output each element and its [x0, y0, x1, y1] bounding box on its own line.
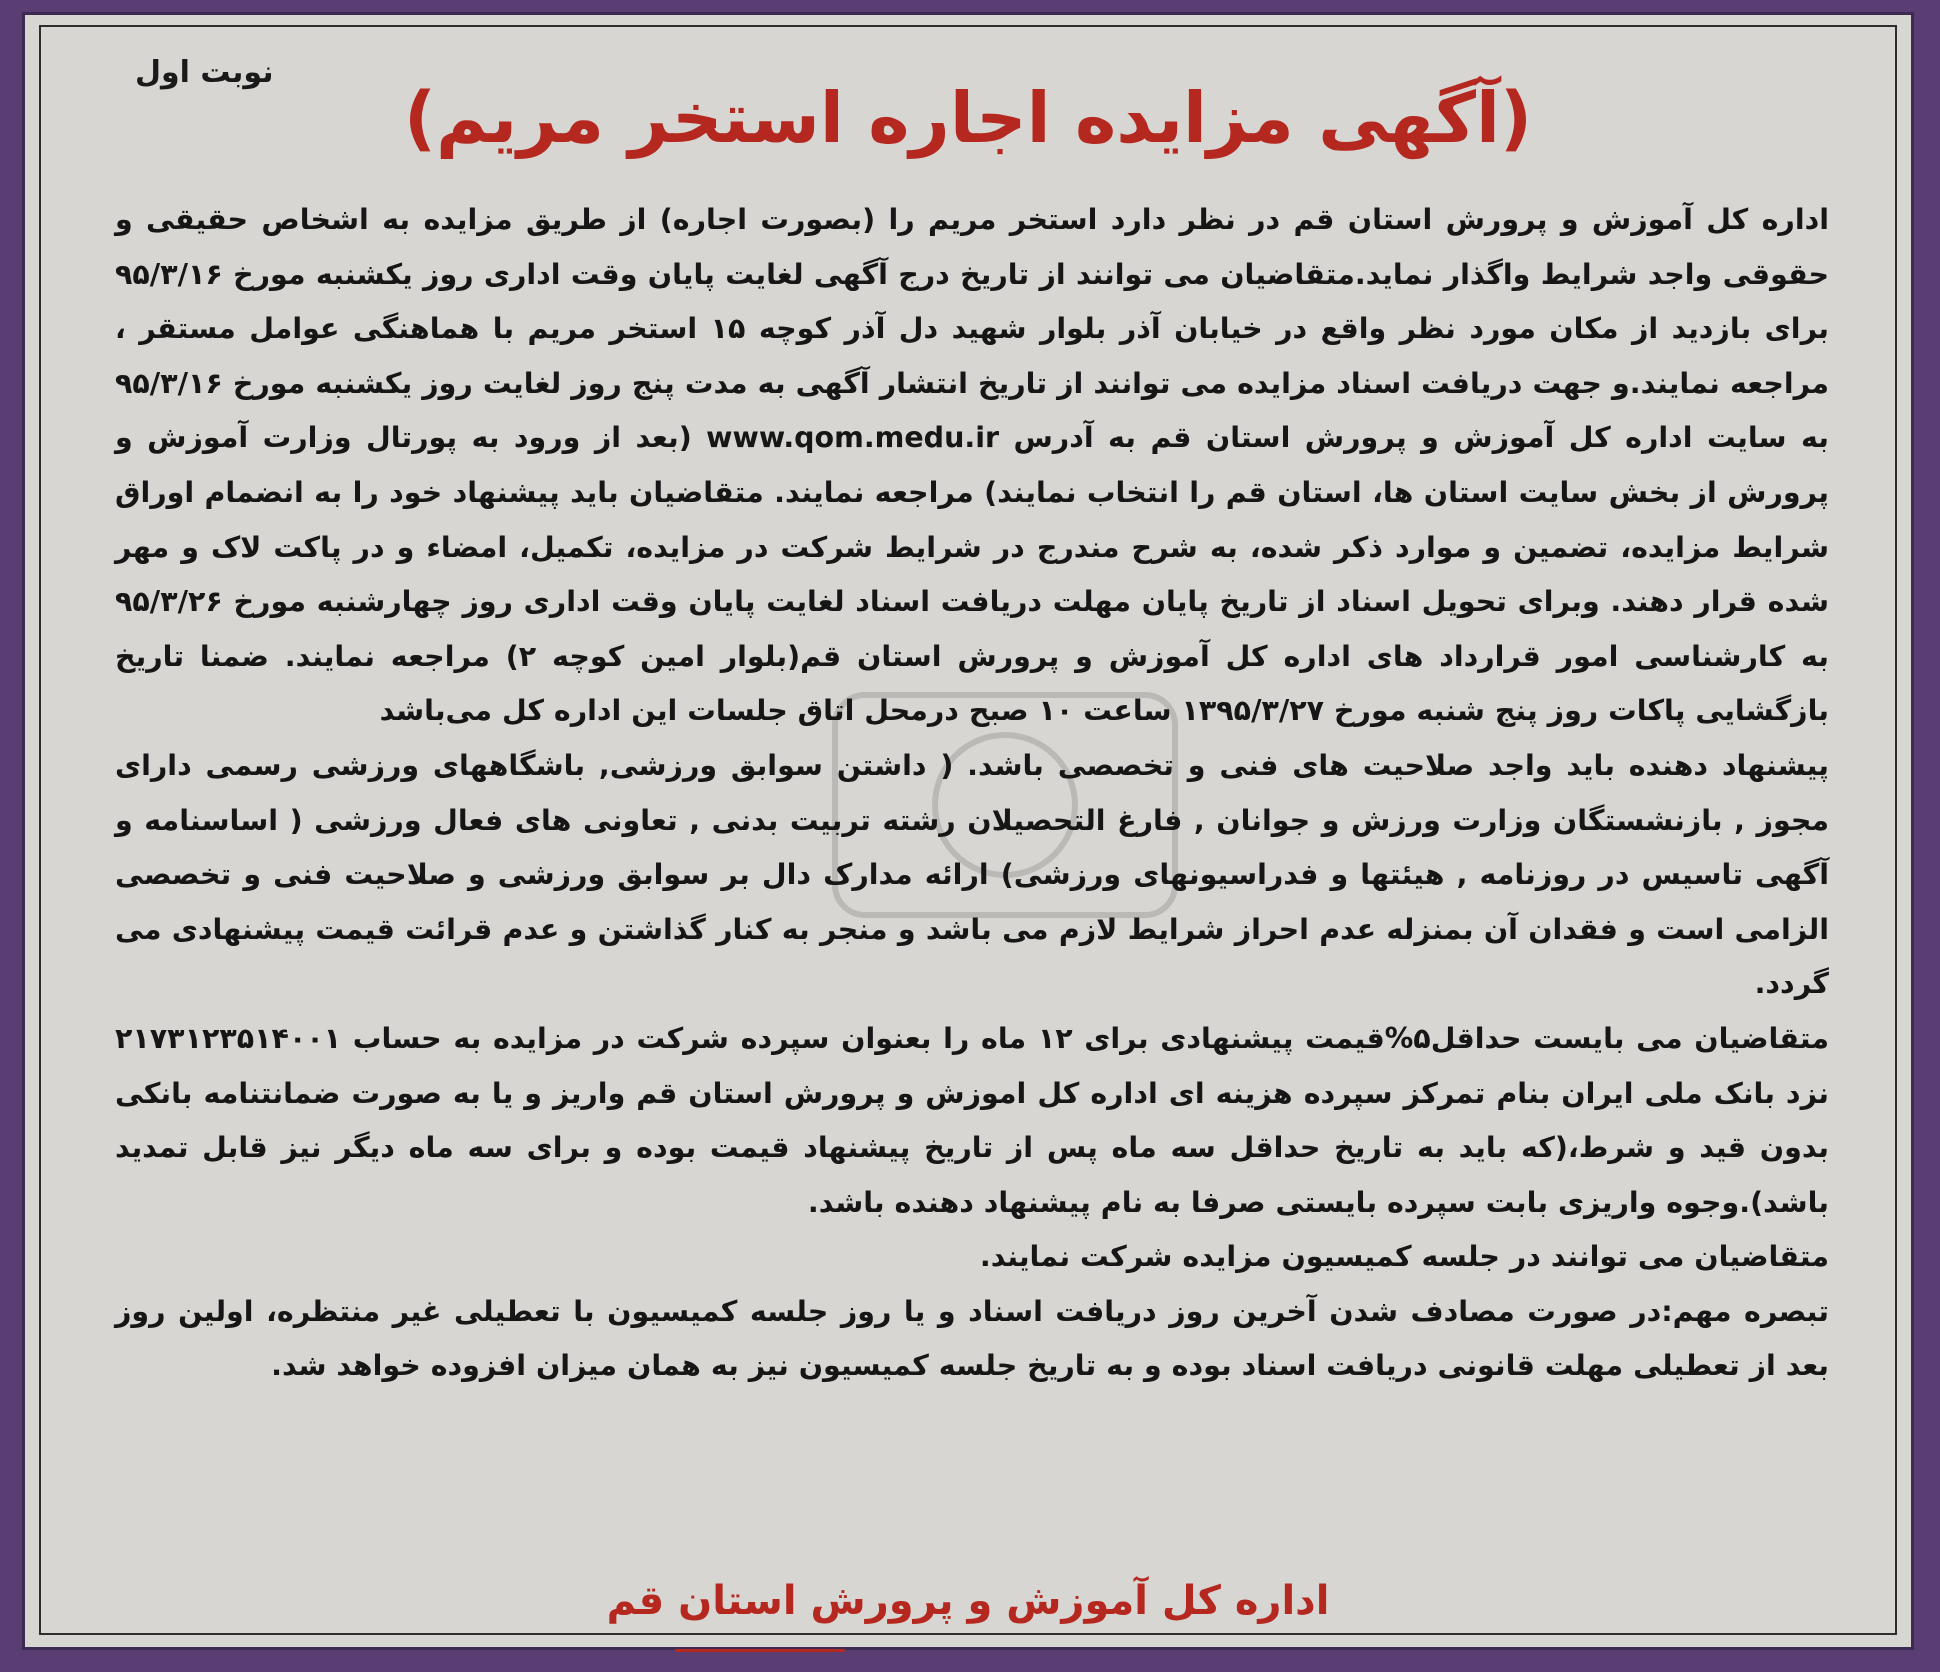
signature-underline — [675, 1649, 845, 1652]
notice-frame — [22, 12, 1914, 1650]
paragraph-main: اداره کل آموزش و پرورش استان قم در نظر دارد استخر مریم را (بصورت اجاره) از طریق مزایده به اشخاص حقیقی و حقوقی واجد شرایط واگذار نماید.متقاضیان می توانند از تاریخ درج آگهی لغایت پایان وقت اداری روز یکشنبه مورخ ۹۵/۳/۱۶ برای بازدید از مکان مورد نظر واقع در خیابان آذر بلوار شهید دل آذر کوچه ۱۵ استخر مریم با هماهنگی عوامل مستقر ، مراجعه نمایند.و جهت دریافت اسناد مزایده می توانند از تاریخ انتشار آگهی به مدت پنج روز لغایت روز یکشنبه مورخ ۹۵/۳/۱۶ به سایت اداره کل آموزش و پرورش استان قم به آدرس www.qom.medu.ir (بعد از ورود به پورتال وزارت آموزش و پرورش از بخش سایت استان ها، استان قم را انتخاب نمایند) مراجعه نمایند. متقاضیان باید پیشنهاد خود را به انضمام اوراق شرایط مزایده، تضمین و موارد ذکر شده، به شرح مندرج در شرایط شرکت در مزایده، تکمیل، امضاء و در پاکت لاک و مهر شده قرار دهند. وبرای تحویل اسناد از تاریخ پایان مهلت دریافت اسناد لغایت پایان وقت اداری روز چهارشنبه مورخ ۹۵/۳/۲۶ به کارشناسی امور قرارداد های اداره کل آموزش و پرورش استان قم(بلوار امین کوچه ۲) مراجعه نمایند. ضمنا تاریخ بازگشایی پاکات روز پنج شنبه مورخ ۱۳۹۵/۳/۲۷ ساعت ۱۰ صبح درمحل اتاق جلسات این اداره کل می‌باشد — [115, 203, 1829, 728]
notice-body — [115, 193, 1829, 1394]
signature: اداره کل آموزش و پرورش استان قم — [606, 1578, 1330, 1624]
paragraph-note: تبصره مهم:در صورت مصادف شدن آخرین روز دریافت اسناد و یا روز جلسه کمیسیون با تعطیلی غیر منتظره، اولین روز بعد از تعطیلی مهلت قانونی دریافت اسناد بوده و به تاریخ جلسه کمیسیون نیز به همان میزان افزوده خواهد شد. — [115, 1294, 1829, 1383]
paragraph-eligibility: پیشنهاد دهنده باید واجد صلاحیت های فنی و تخصصی باشد. ( داشتن سوابق ورزشی, باشگاههای ورزشی رسمی دارای مجوز , بازنشستگان وزارت ورزش و جوانان , فارغ التحصیلان رشته تربیت بدنی , تعاونی های فعال ورزشی ( اساسنامه و آگهی تاسیس در روزنامه , هیئتها و فدراسیونهای ورزشی) ارائه مدارک دال بر سوابق ورزشی و صلاحیت فنی و تخصصی الزامی است و فقدان آن بمنزله عدم احراز شرایط لازم می باشد و منجر به کنار گذاشتن و عدم قرائت قیمت پیشنهادی می گردد. — [115, 748, 1829, 1001]
notice-title: (آگهی مزایده اجاره استخر مریم) — [404, 77, 1532, 159]
paragraph-commission: متقاضیان می توانند در جلسه کمیسیون مزایده شرکت نمایند. — [979, 1240, 1829, 1274]
paragraph-deposit: متقاضیان می بایست حداقل۵%قیمت پیشنهادی برای ۱۲ ماه را بعنوان سپرده شرکت در مزایده به حساب ۲۱۷۳۱۲۳۵۱۴۰۰۱ نزد بانک ملی ایران بنام تمرکز سپرده هزینه ای اداره کل اموزش و پرورش استان قم واریز و یا به صورت ضمانتنامه بانکی بدون قید و شرط،(که باید به تاریخ حداقل سه ماه پس از تاریخ پیشنهاد قیمت بوده و برای سه ماه دیگر نیز قابل تمدید باشد).وجوه واریزی بابت سپرده بایستی صرفا به نام پیشنهاد دهنده باشد. — [115, 1021, 1829, 1219]
insertion-label: نوبت اول — [135, 55, 274, 90]
